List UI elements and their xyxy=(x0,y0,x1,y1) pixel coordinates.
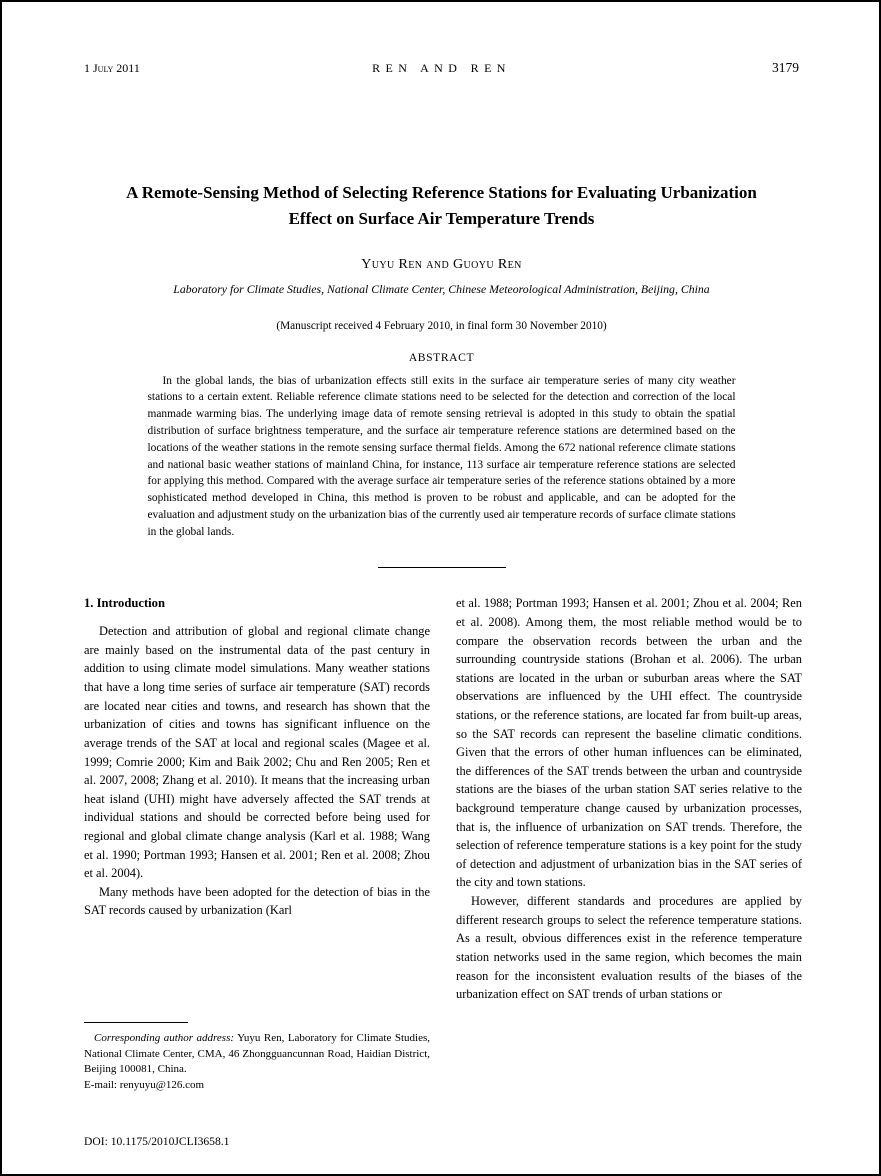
right-column xyxy=(456,594,802,1096)
paper-title: A Remote-Sensing Method of Selecting Reference Stations for Evaluating Urbanization Effect on Surface Air Temperature Trends xyxy=(126,183,757,229)
corresponding-author-footnote xyxy=(84,1022,430,1095)
doi-line: DOI: 10.1175/2010JCLI3658.1 xyxy=(84,1135,230,1148)
running-title: REN AND REN xyxy=(372,61,511,75)
issue-date: 1 July 2011 xyxy=(84,61,140,75)
section-divider-rule xyxy=(378,567,506,568)
corresponding-author-label: Corresponding author address: xyxy=(94,1031,235,1044)
section-heading-introduction: 1. Introduction xyxy=(84,596,165,611)
intro-paragraph-2-continued: et al. 1988; Portman 1993; Hansen et al. 2001; Zhou et al. 2004; Ren et al. 2008). Among them, the most reliable method would be to compare the observation records between the urban and the surrounding countryside stations (Brohan et al. 2006). The urban stations are located in the urban or suburban areas where the SAT observations are influenced by the UHI effect. The countryside stations, or the reference stations, are located far from built-up areas, so the SAT records can represent the baseline climatic conditions. Given that the errors of other human influences can be eliminated, the differences of the SAT trends between the urban and countryside stations are the biases of the urban station SAT series relative to the background temperature change caused by urbanization processes, that is, the influence of urbanization on SAT trends. Therefore, the selection of reference temperature stations is a key point for the study of detection and adjustment of urbanization bias in the SAT series of the city and town stations. xyxy=(456,596,802,890)
authors-line: Yuyu Ren and Guoyu Ren xyxy=(361,256,522,272)
intro-paragraph-1: Detection and attribution of global and regional climate change are mainly based on the instrumental data of the past century in addition to using climate model simulations. Many weather stations that have a long time series of surface air temperature (SAT) records are located near cities and towns, and research has shown that the urbanization of cities and towns has significant influence on the average trends of the SAT at local and regional scales (Magee et al. 1999; Comrie 2000; Kim and Baik 2002; Chu and Ren 2005; Ren et al. 2007, 2008; Zhang et al. 2010). It means that the increasing urban heat island (UHI) might have adversely affected the SAT trends at individual stations and should be corrected before being used for regional and global climate change analysis (Karl et al. 1988; Wang et al. 1990; Portman 1993; Hansen et al. 2001; Ren et al. 2008; Zhou et al. 2004). xyxy=(84,624,430,881)
corresponding-author-address: Yuyu Ren, Laboratory for Climate Studies, National Climate Center, CMA, 46 Zhongguancunnan Road, Haidian District, Beijing 100081, China. xyxy=(84,1031,430,1076)
body-columns xyxy=(84,594,802,1096)
intro-paragraph-2: Many methods have been adopted for the detection of bias in the SAT records caused by urbanization (Karl xyxy=(84,884,430,918)
affiliation-line: Laboratory for Climate Studies, National Climate Center, Chinese Meteorological Administration, Beijing, China xyxy=(173,281,710,296)
footnote-rule xyxy=(84,1022,188,1023)
running-head xyxy=(84,60,799,76)
abstract-heading: ABSTRACT xyxy=(408,350,475,364)
title-block xyxy=(84,180,799,332)
corresponding-author-email: E-mail: renyuyu@126.com xyxy=(84,1079,205,1092)
corresponding-author-text xyxy=(84,1031,430,1079)
manuscript-note: (Manuscript received 4 February 2010, in final form 30 November 2010) xyxy=(276,319,607,332)
abstract-text: In the global lands, the bias of urbanization effects still exits in the surface air temperature series of many city weather stations to a certain extent. Reliable reference climate stations need to be selected for the detection and correction of the local manmade warming bias. The underlying image data of remote sensing retrieval is adopted in this study to obtain the spatial distribution of surface brightness temperature, and the surface air temperature reference stations are determined based on the locations of the weather stations in the remote sensing surface thermal fields. Among the 672 national reference climate stations and national basic weather stations of mainland China, for instance, 113 surface air temperature reference stations are selected for applying this method. Compared with the average surface air temperature series of the reference stations obtained by a more sophisticated method developed in China, this method is proven to be robust and applicable, and can be adopted for the evaluation and adjustment study on the urbanization bias of the currently used air temperature records of surface climate stations in the global lands. xyxy=(147,374,736,538)
intro-paragraph-3: However, different standards and procedures are applied by different research groups to select the reference temperature stations. As a result, obvious differences exist in the reference temperature station networks used in the same region, which becomes the main reason for the inconsistent evaluation results of the biases of the urbanization effect on SAT trends of urban stations or xyxy=(456,894,802,1002)
page-number: 3179 xyxy=(772,60,799,75)
